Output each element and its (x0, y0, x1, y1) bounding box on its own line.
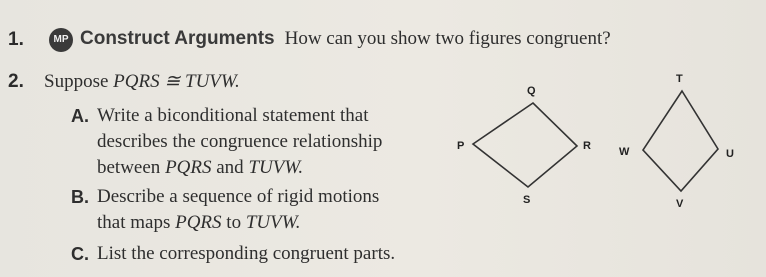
question-2-number: 2. (8, 71, 24, 92)
quadrilateral-tuvw (643, 91, 718, 191)
part-b-line-1: Describe a sequence of rigid motions (97, 186, 380, 207)
quadrilateral-pqrs (473, 103, 577, 187)
part-a-letter: A. (71, 106, 89, 126)
part-b-pqrs: PQRS (175, 212, 222, 233)
mp-badge-icon: MP (49, 28, 73, 52)
part-a-line-1: Write a biconditional statement that (97, 105, 369, 126)
question-2-congruence: PQRS ≅ TUVW. (113, 71, 240, 92)
vertex-p-label: P (457, 140, 465, 152)
part-a-line-2: describes the congruence relationship (97, 131, 383, 152)
part-a-and: and (211, 157, 249, 178)
vertex-v-label: V (676, 198, 684, 210)
part-b-letter: B. (71, 187, 89, 207)
question-1-text: How can you show two figures congruent? (284, 28, 611, 49)
part-a-pqrs: PQRS (165, 157, 212, 178)
question-1-number: 1. (8, 29, 24, 50)
vertex-w-label: W (619, 146, 630, 158)
vertex-r-label: R (583, 140, 591, 152)
part-a-tuvw: TUVW. (248, 157, 304, 178)
part-b-maps: that maps (97, 212, 176, 233)
part-a-between: between (97, 157, 166, 178)
question-1-heading: Construct Arguments (80, 28, 275, 49)
part-b-tuvw: TUVW. (245, 212, 301, 233)
part-c-text: List the corresponding congruent parts. (97, 243, 396, 264)
vertex-u-label: U (726, 148, 734, 160)
question-2-prefix: Suppose (44, 71, 114, 92)
part-b-to: to (221, 212, 246, 233)
vertex-s-label: S (523, 194, 531, 206)
part-c-letter: C. (71, 244, 89, 264)
vertex-t-label: T (676, 73, 683, 85)
vertex-q-label: Q (527, 85, 536, 97)
